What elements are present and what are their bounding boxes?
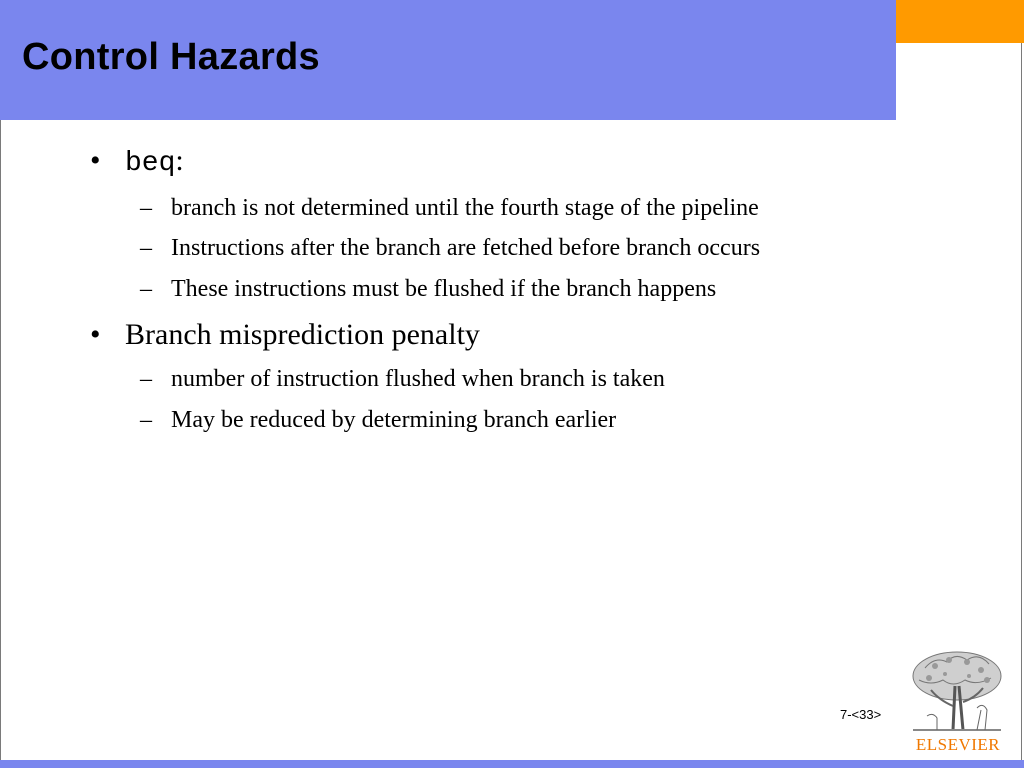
dash-icon: – bbox=[140, 407, 152, 433]
bullet-text: Branch misprediction penalty bbox=[125, 318, 480, 351]
bullet-code: beq bbox=[125, 148, 176, 179]
page-number: 7-<33> bbox=[840, 707, 882, 722]
dash-icon: – bbox=[140, 276, 152, 302]
dash-icon: – bbox=[140, 195, 152, 221]
sub-bullet-text: number of instruction flushed when branch is taken bbox=[171, 366, 665, 392]
orange-accent-block bbox=[896, 0, 1024, 43]
bottom-rule bbox=[0, 760, 1024, 768]
dash-icon: – bbox=[140, 366, 152, 392]
bullet-suffix: : bbox=[175, 144, 184, 177]
sub-bullet-text: Instructions after the branch are fetched before branch occurs bbox=[171, 235, 761, 261]
bullet-dot-icon: • bbox=[90, 318, 101, 351]
title-bar bbox=[0, 0, 896, 120]
publisher-name: ELSEVIER bbox=[915, 735, 1001, 754]
bullet-dot-icon: • bbox=[90, 144, 101, 177]
slide-title: Control Hazards bbox=[22, 36, 320, 78]
sub-bullet-text: May be reduced by determining branch earlier bbox=[171, 407, 617, 433]
dash-icon: – bbox=[140, 235, 152, 261]
sub-bullet-text: branch is not determined until the fourth stage of the pipeline bbox=[171, 195, 759, 221]
sub-bullet-text: These instructions must be flushed if the branch happens bbox=[171, 276, 717, 302]
